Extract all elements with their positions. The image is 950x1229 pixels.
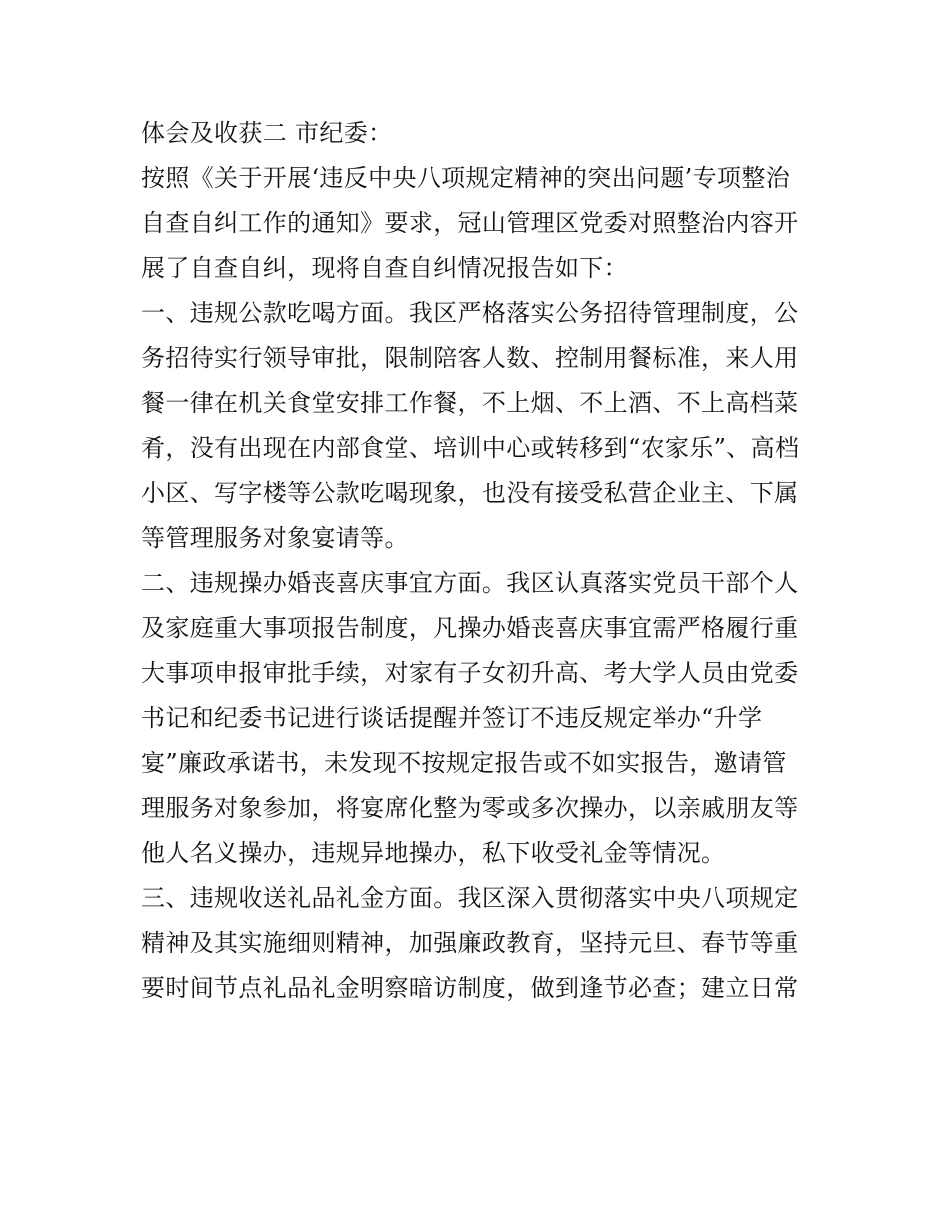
text-line: 务招待实行领导审批，限制陪客人数、控制用餐标准，来人用 — [141, 344, 799, 372]
text-line: 及家庭重大事项报告制度，凡操办婚丧喜庆事宜需严格履行重 — [141, 614, 799, 642]
text-line: 按照《关于开展‘违反中央八项规定精神的突出问题’专项整治 — [141, 164, 791, 192]
text-line: 餐一律在机关食堂安排工作餐，不上烟、不上酒、不上高档菜 — [141, 389, 799, 417]
text-line: 大事项申报审批手续，对家有子女初升高、考大学人员由党委 — [141, 659, 799, 687]
text-line: 肴，没有出现在内部食堂、培训中心或转移到“农家乐”、高档 — [141, 434, 800, 462]
text-line: 理服务对象参加，将宴席化整为零或多次操办，以亲戚朋友等 — [141, 794, 799, 822]
text-line: 他人名义操办，违规异地操办，私下收受礼金等情况。 — [141, 839, 726, 867]
text-line: 要时间节点礼品礼金明察暗访制度，做到逢节必查；建立日常 — [141, 974, 799, 1002]
text-line: 小区、写字楼等公款吃喝现象，也没有接受私营企业主、下属 — [141, 479, 799, 507]
text-line: 展了自查自纠，现将自查自纠情况报告如下： — [141, 254, 628, 282]
text-line: 一、违规公款吃喝方面。我区严格落实公务招待管理制度，公 — [141, 299, 799, 327]
text-line: 二、违规操办婚丧喜庆事宜方面。我区认真落实党员干部个人 — [141, 569, 799, 597]
text-line: 书记和纪委书记进行谈话提醒并签订不违反规定举办“升学 — [141, 704, 763, 732]
text-line: 精神及其实施细则精神，加强廉政教育，坚持元旦、春节等重 — [141, 929, 799, 957]
text-line: 宴”廉政承诺书，未发现不按规定报告或不如实报告，邀请管 — [141, 749, 787, 777]
document-body — [141, 111, 821, 1011]
text-line: 等管理服务对象宴请等。 — [141, 524, 409, 552]
text-line-title: 体会及收获二 市纪委： — [141, 119, 393, 147]
text-line: 自查自纠工作的通知》要求，冠山管理区党委对照整治内容开 — [141, 209, 799, 237]
text-line: 三、违规收送礼品礼金方面。我区深入贯彻落实中央八项规定 — [141, 884, 799, 912]
